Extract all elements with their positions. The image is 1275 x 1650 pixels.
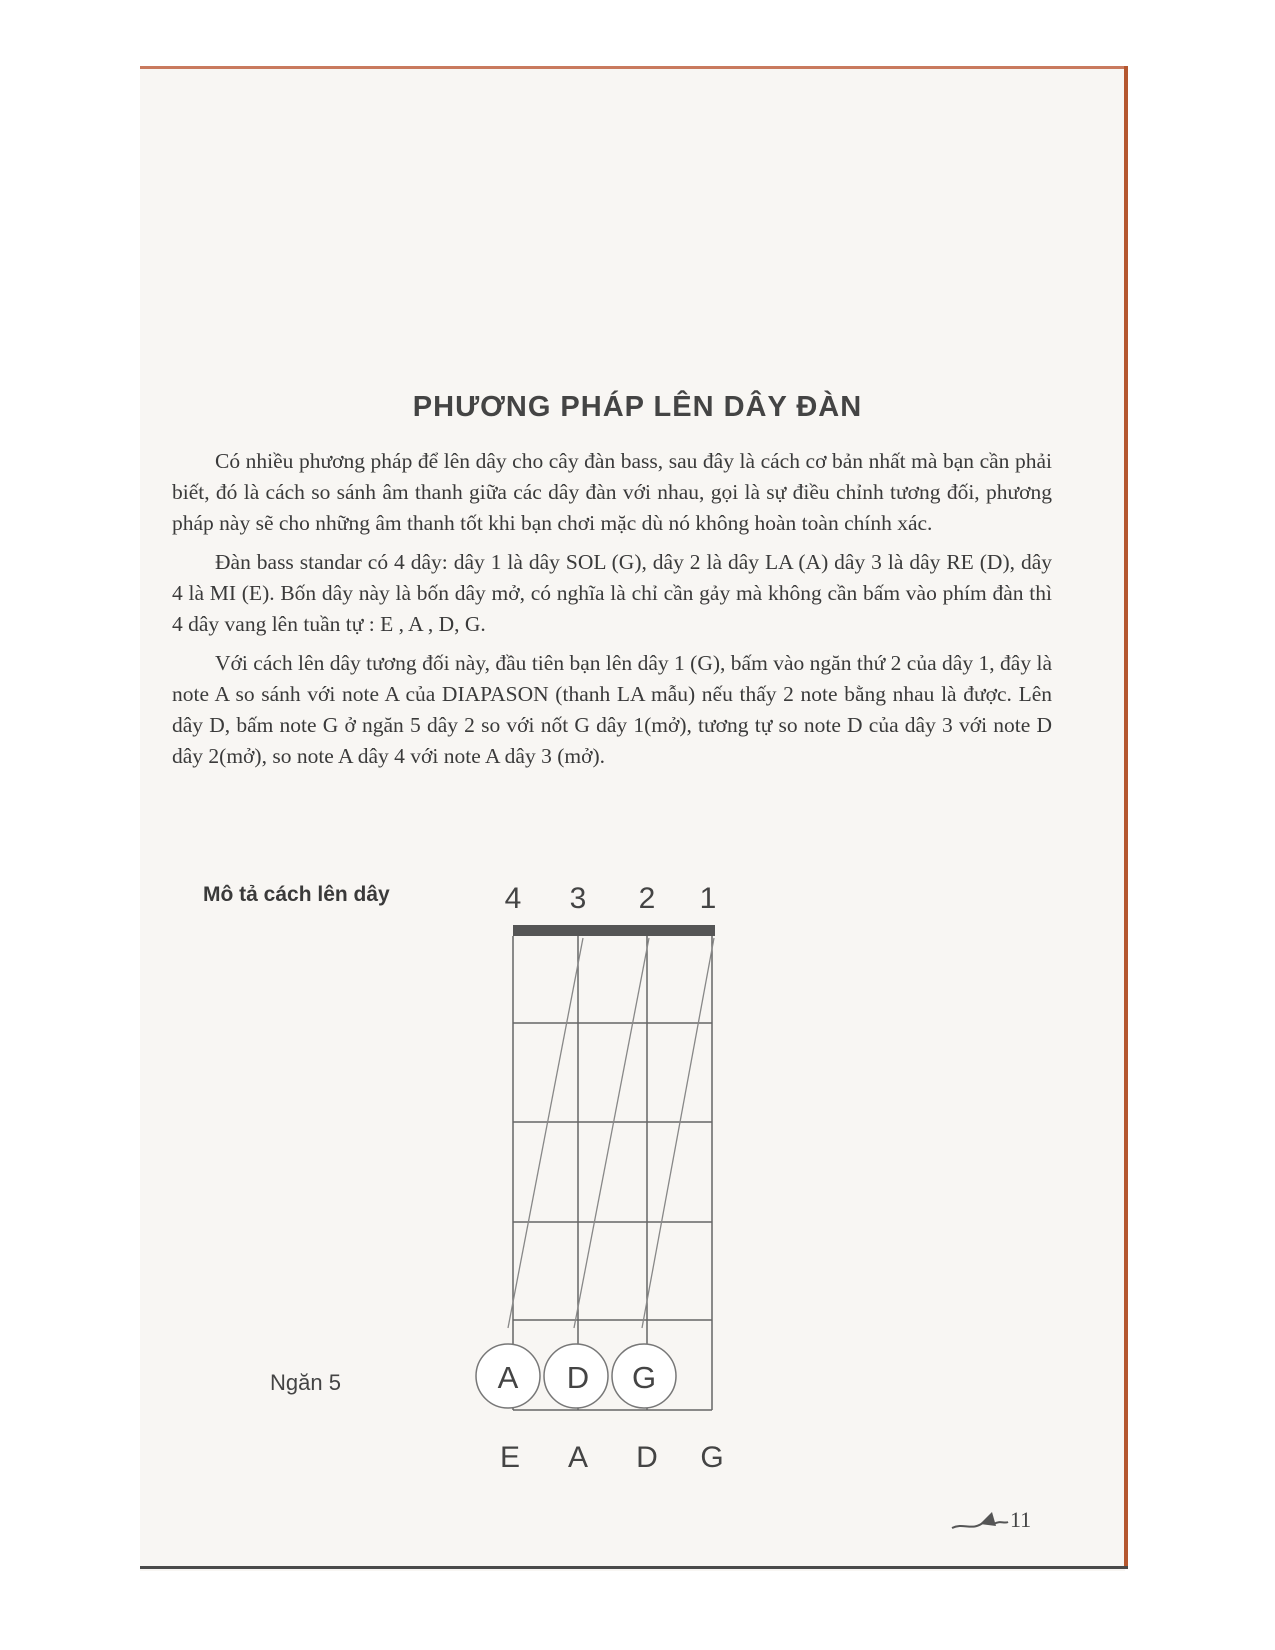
fret5-note-g: G (631, 1360, 657, 1395)
string-number-2: 2 (638, 882, 656, 915)
open-note-a: A (567, 1441, 589, 1474)
compare-line-4-3 (508, 938, 583, 1328)
diagram-label: Mô tả cách lên dây (203, 883, 390, 906)
paragraph-1: Có nhiều phương pháp để lên dây cho cây đàn bass, sau đây là cách cơ bản nhất mà bạn cần phải biết, đó là cách so sánh âm thanh giữa các dây đàn với nhau, gọi là sự điều chỉnh tương đối, phương pháp này sẽ cho những âm thanh tốt khi bạn chơi mặc dù nó không hoàn toàn chính xác. (172, 449, 1052, 535)
string-number-3: 3 (569, 882, 587, 915)
compare-line-3-2 (574, 938, 649, 1328)
fret5-note-d: D (566, 1360, 590, 1395)
fret5-note-a: A (497, 1360, 519, 1395)
fretboard-nut (513, 925, 715, 936)
page-number: 11 (1010, 1507, 1032, 1532)
open-note-g: G (700, 1441, 724, 1474)
page-ornament-icon (950, 1508, 1010, 1536)
paragraph-2: Đàn bass standar có 4 dây: dây 1 là dây SOL (G), dây 2 là dây LA (A) dây 3 là dây RE (D), dây 4 là MI (E). Bốn dây này là bốn dây mở, có nghĩa là chỉ cần gảy mà không cần bấm vào phím đàn thì 4 dây vang lên tuần tự : E , A , D, G. (172, 550, 1052, 636)
page-title: PHƯƠNG PHÁP LÊN DÂY ĐÀN (412, 391, 863, 424)
open-note-e: E (499, 1441, 521, 1474)
fret-label: Ngăn 5 (270, 1370, 341, 1395)
paragraph-3: Với cách lên dây tương đối này, đầu tiên bạn lên dây 1 (G), bấm vào ngăn thứ 2 của dây 1, đây là note A so sánh với note A của DIAPASON (thanh LA mẫu) nếu thấy 2 note bằng nhau là được. Lên dây D, bấm note G ở ngăn 5 dây 2 so với nốt G dây 1(mở), tương tự so note D của dây 3 với note D dây 2(mở), so note A dây 4 với note A dây 3 (mở). (172, 651, 1052, 768)
string-number-1: 1 (699, 882, 717, 915)
string-number-4: 4 (504, 882, 522, 915)
compare-line-2-1 (642, 938, 714, 1328)
open-note-d: D (636, 1441, 658, 1474)
